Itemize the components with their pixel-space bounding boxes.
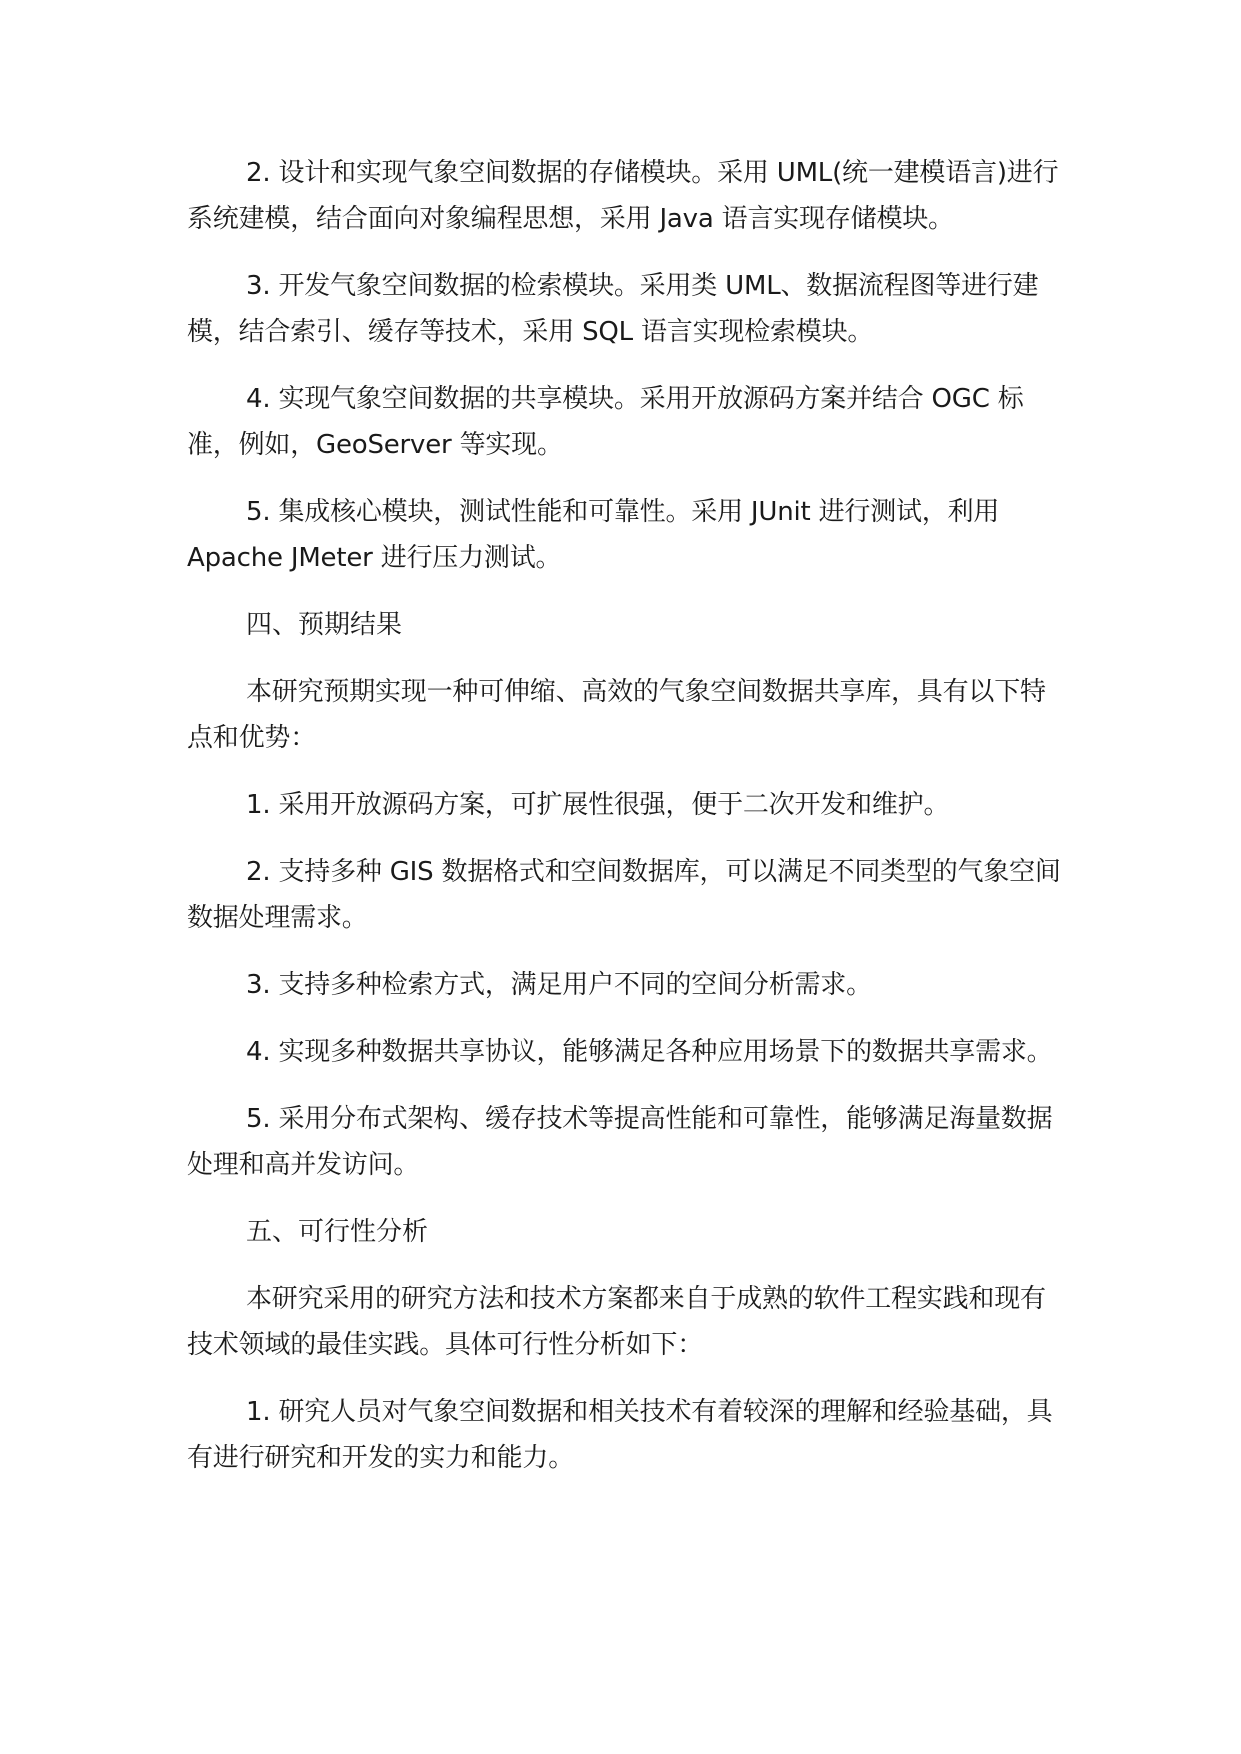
list-item-sharing-protocols: 4. 实现多种数据共享协议，能够满足各种应用场景下的数据共享需求。 [246,1037,1053,1067]
list-item-researchers: 1. 研究人员对气象空间数据和相关技术有着较深的理解和经验基础，具有进行研究和开发的实力和能力。 [187,1397,1053,1473]
list-item-distributed-architecture: 5. 采用分布式架构、缓存技术等提高性能和可靠性，能够满足海量数据处理和高并发访问。 [187,1104,1053,1180]
document-body [187,150,1067,1502]
paragraph-feasibility-intro: 本研究采用的研究方法和技术方案都来自于成熟的软件工程实践和现有技术领域的最佳实践。具体可行性分析如下： [187,1284,1046,1360]
list-item-open-source: 1. 采用开放源码方案，可扩展性很强，便于二次开发和维护。 [246,790,950,820]
list-item-gis-formats: 2. 支持多种 GIS 数据格式和空间数据库，可以满足不同类型的气象空间数据处理需求。 [187,857,1061,933]
section-heading-expected-results: 四、预期结果 [246,610,403,640]
paragraph-sharing-module: 4. 实现气象空间数据的共享模块。采用开放源码方案并结合 OGC 标准，例如，GeoServer 等实现。 [187,384,1024,460]
paragraph-integration-testing: 5. 集成核心模块，测试性能和可靠性。采用 JUnit 进行测试，利用 Apache JMeter 进行压力测试。 [187,497,1000,573]
paragraph-retrieval-module: 3. 开发气象空间数据的检索模块。采用类 UML、数据流程图等进行建模，结合索引、缓存等技术，采用 SQL 语言实现检索模块。 [187,271,1039,347]
list-item-retrieval-methods: 3. 支持多种检索方式，满足用户不同的空间分析需求。 [246,970,872,1000]
paragraph-storage-module: 2. 设计和实现气象空间数据的存储模块。采用 UML(统一建模语言)进行系统建模，结合面向对象编程思想，采用 Java 语言实现存储模块。 [187,158,1059,234]
paragraph-expected-intro: 本研究预期实现一种可伸缩、高效的气象空间数据共享库，具有以下特点和优势： [187,677,1046,753]
section-heading-feasibility: 五、可行性分析 [246,1217,429,1247]
